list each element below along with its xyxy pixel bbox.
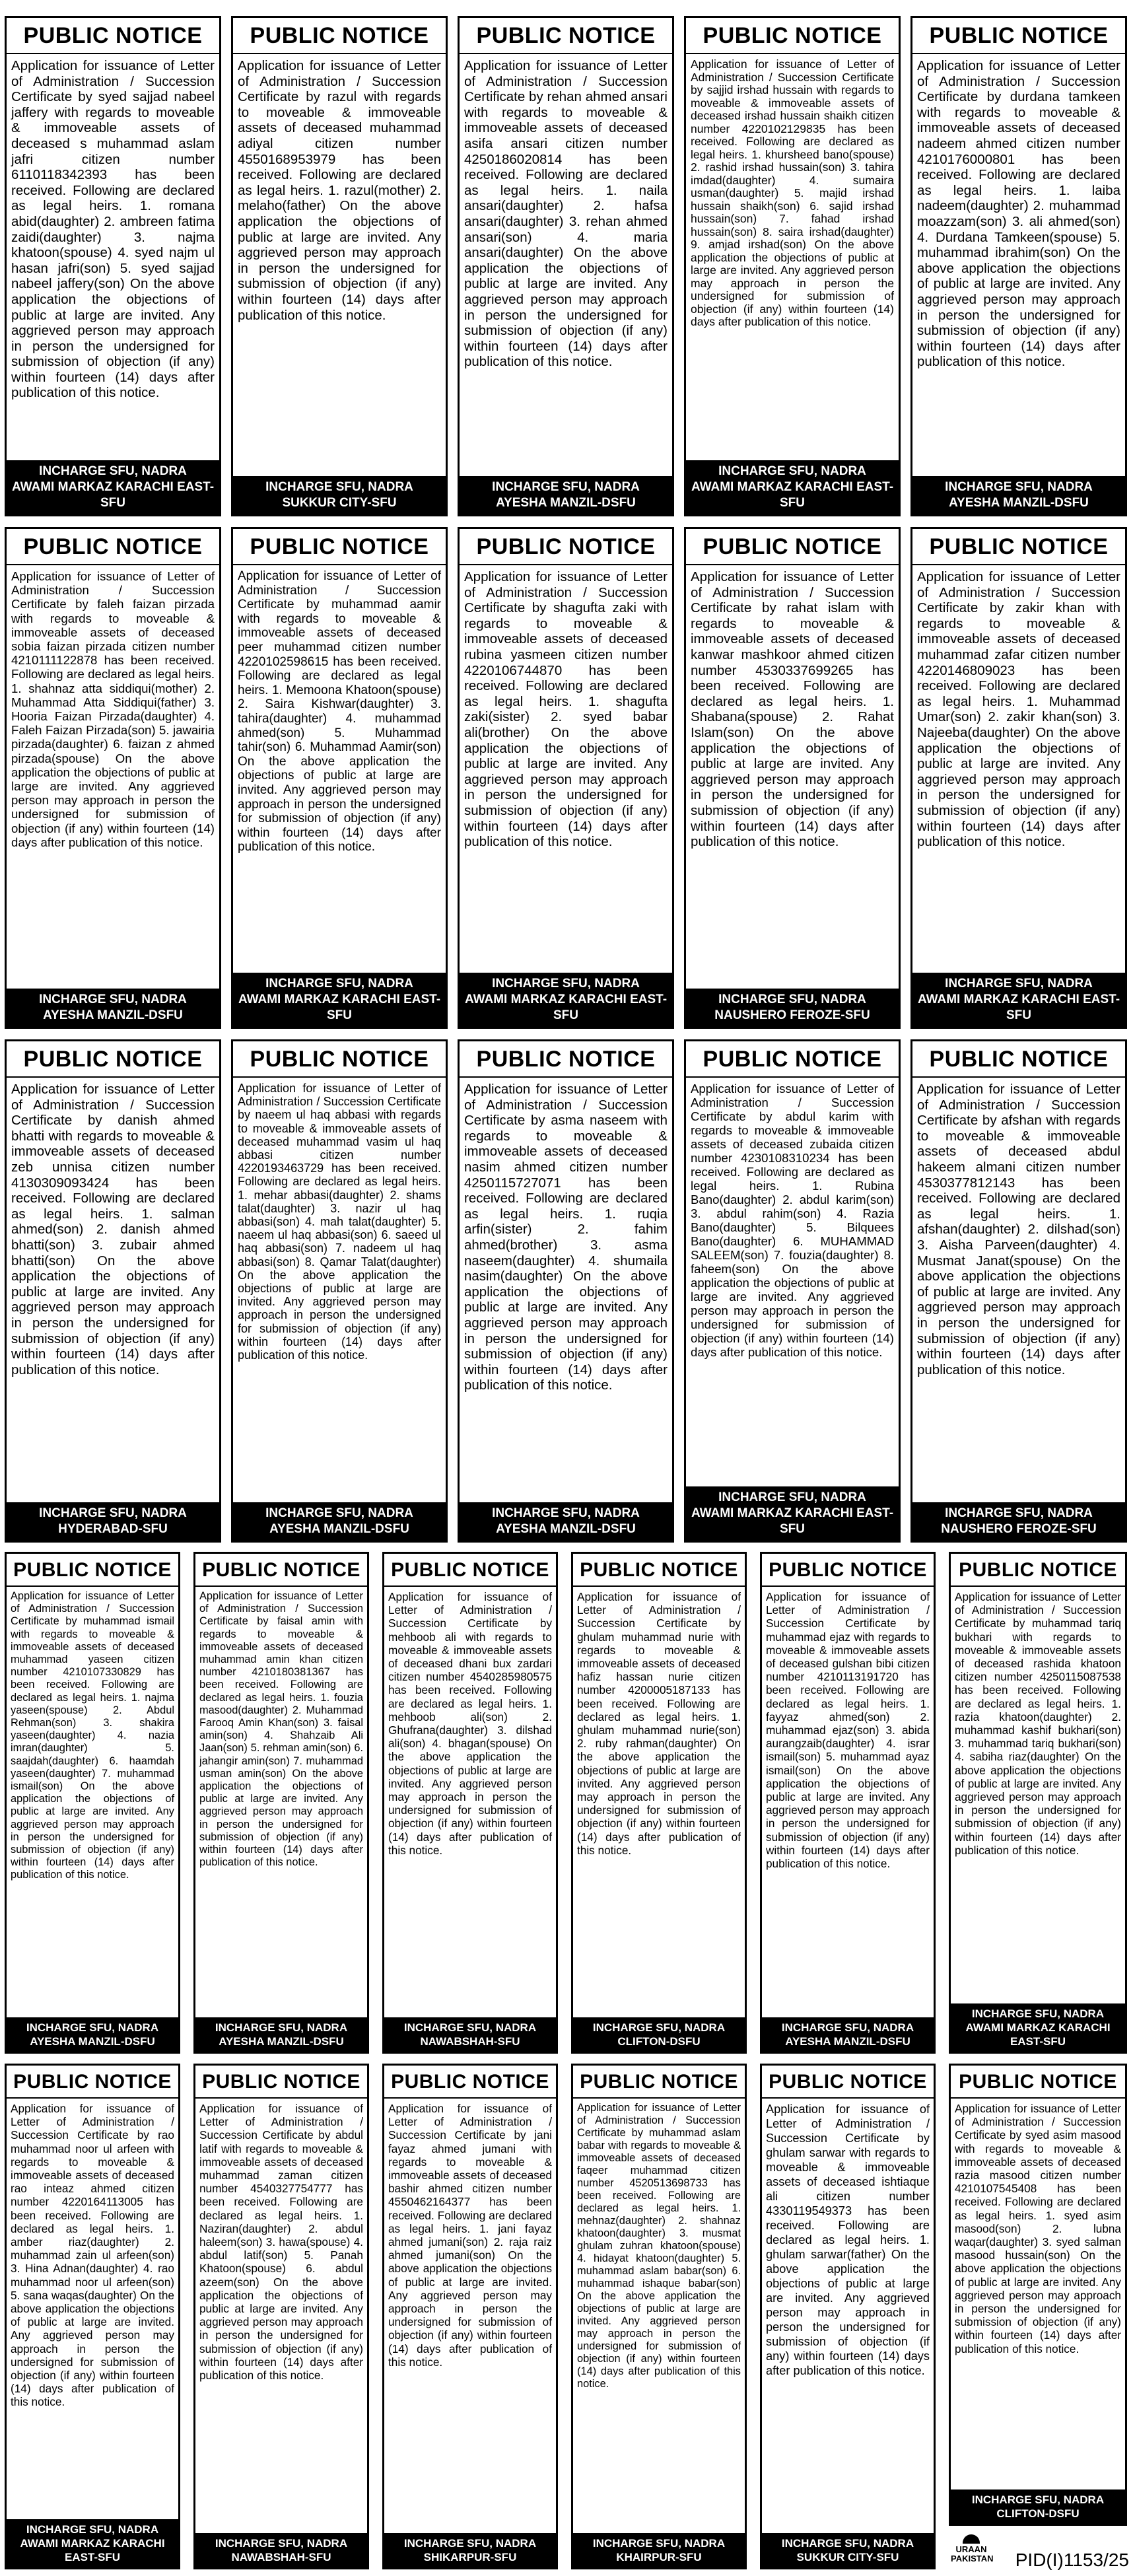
notice-body: Application for issuance of Letter of Administration / Succession Certificate by faleh faizan pirzada with regards to moveable & immoveable assets of deceased sobia faizan pirzada citizen number 4210111122878 has been received. Following are declared as legal heirs. 1. shahnaz atta siddiqui(mother) 2. Muhammad Atta Siddiqui(father) 3. Hooria Faizan Pirzada(daughter) 4. Faleh Faizan Pirzada(son) 5. jawairia pirzada(daughter) 6. faizan z ahmed pirzada(spouse) On the above application the objections of public at large are invited. Any aggrieved person may approach in person the undersigned for submission of objection (if any) within fourteen (14) days after publication of this notice. [11,569,215,849]
notice-title: PUBLIC NOTICE [460,1041,672,1078]
notice-body: Application for issuance of Letter of Administration / Succession Certificate by faisal amin with regards to moveable & immoveable assets of deceased muhammad amin khan citizen number 4210180381367 has been received. Following are declared as legal heirs. 1. fouzia masood(daughter) 2. Muhammad Farooq Amin Khan(son) 3. faisal amin(son) 4. Shahzaib Ali Jaan(son) 5. rehman amin(son) 6. jahangir amin(son) 7. muhammad usman amin(son) On the above application the objections of public at large are invited. Any aggrieved person may approach in person the undersigned for submission of objection (if any) within fourteen (14) days after publication of this notice. [199,1590,363,1869]
footer-office: INCHARGE SFU, NADRA [945,977,1093,991]
notice-title: PUBLIC NOTICE [912,18,1125,54]
public-notice-22 [5,2064,180,2569]
footer-office: INCHARGE SFU, NADRA [592,2021,726,2034]
footer-office: INCHARGE SFU, NADRA [26,2523,159,2536]
notice-body: Application for issuance of Letter of Administration / Succession Certificate by muhammad ejaz with regards to moveable & immoveable assets of deceased gulshan bibi citizen number 4210113191720 has been received. Following are declared as legal heirs. 1. fayyaz ahmed(son) 2. muhammad ejaz(son) 3. abida aurangzaib(daughter) 4. israr ismail(son) 5. muhammad ayaz ismail(son) On the above application the objections of public at large are invited. Any aggrieved person may approach in person the undersigned for submission of objection (if any) within fourteen (14) days after publication of this notice. [766,1590,930,1871]
footer-location: NAWABSHAH-SFU [231,2551,331,2563]
notice-body: Application for issuance of Letter of Administration / Succession Certificate by sajjid irshad hussain with regards to moveable & immoveable assets of deceased irshad hussain shaikh citizen number 4220102129835 has been received. Following are declared as legal heirs. 1. khursheed bano(spouse) 2. rashid irshad hussain(son) 3. tahira imdad(daughter) 4. sumaira usman(daughter) 5. majid irshad hussain shaikh(son) 6. sajid irshad hussain(son) 7. fahad irshad hussain(son) 8. saira irshad(daughter) 9. amjad irshad(son) On the above application the objections of public at large are invited. Any aggrieved person may approach in person the undersigned for submission of objection (if any) within fourteen (14) days after publication of this notice. [691,57,894,328]
footer-office: INCHARGE SFU, NADRA [39,464,187,478]
public-notice-10 [910,527,1127,1029]
footer-location: CLIFTON-DSFU [617,2035,701,2048]
notice-footer [912,1502,1125,1541]
notice-body: Application for issuance of Letter of Administration / Succession Certificate by durdana tamkeen with regards to moveable & immoveable assets of deceased nadeem ahmed citizen number 4210176000801 has been received. Following are declared as legal heirs. 1. laiba nadeem(daughter) 2. muhammad moazzam(son) 3. ali ahmed(son) 4. Durdana Tamkeen(spouse) 5. muhammad ibrahim(son) On the above application the objections of public at large are invited. Any aggrieved person may approach in person the undersigned for submission of objection (if any) within fourteen (14) days after publication of this notice. [917,58,1120,370]
notice-footer [7,2017,178,2052]
notice-body: Application for issuance of Letter of Administration / Succession Certificate by abdul karim with regards to moveable & immoveable assets of deceased zubaida citizen number 4230108310234 has been received. Following are declared as legal heirs. 1. Rubina Bano(daughter) 2. abdul karim(son) 3. abdul rahim(son) 4. Razia Bano(daughter) 5. Bilquees Bano(daughter) 6. MUHAMMAD SALEEM(son) 7. fouzia(daughter) 8. faheem(son) On the above application the objections of public at large are invited. Any aggrieved person may approach in person the undersigned for submission of objection (if any) within fourteen (14) days after publication of this notice. [691,1082,894,1359]
notice-body: Application for issuance of Letter of Administration / Succession Certificate by shagufta zaki with regards to moveable & immoveable assets of deceased rubina yasmeen citizen number 4220106744870 has been received. Following are declared as legal heirs. 1. shagufta zaki(sister) 2. syed babar ali(brother) On the above application the objections of public at large are invited. Any aggrieved person may approach in person the undersigned for submission of objection (if any) within fourteen (14) days after publication of this notice. [464,569,668,850]
footer-location: SUKKUR CITY-SFU [796,2551,899,2563]
footer-office: INCHARGE SFU, NADRA [215,2021,348,2034]
footer-location: AWAMI MARKAZ KARACHI EAST-SFU [11,480,215,510]
public-notice-2 [231,16,448,516]
notice-title: PUBLIC NOTICE [7,1041,219,1078]
notice-footer [195,2017,367,2052]
notice-title: PUBLIC NOTICE [195,1554,367,1587]
notice-title: PUBLIC NOTICE [573,2066,745,2099]
public-notice-16 [5,1552,180,2054]
notice-footer [460,1502,672,1541]
notice-footer [7,2519,178,2567]
footer-office: INCHARGE SFU, NADRA [265,480,413,494]
notice-footer [912,476,1125,514]
public-notice-24 [382,2064,558,2569]
notice-footer [195,2533,367,2567]
notice-body: Application for issuance of Letter of Administration / Succession Certificate by zakir khan with regards to moveable & immoveable assets of deceased muhammad zafar citizen number 4220146809023 has been received. Following are declared as legal heirs. 1. Muhammad Umar(son) 2. zakir khan(son) 3. Najeeba(daughter) On the above application the objections of public at large are invited. Any aggrieved person may approach in person the undersigned for submission of objection (if any) within fourteen (14) days after publication of this notice. [917,569,1120,850]
logo-mark-icon [963,2534,980,2544]
notice-body: Application for issuance of Letter of Administration / Succession Certificate by ghulam muhammad nurie with regards to moveable & immoveable assets of deceased hafiz hassan nurie citizen number 4200005187133 has been received. Following are declared as legal heirs. 1. ghulam muhammad nurie(son) 2. ruby rahman(daughter) On the above application the objections of public at large are invited. Any aggrieved person may approach in person the undersigned for submission of objection (if any) within fourteen (14) days after publication of this notice. [577,1590,741,1857]
footer-office: INCHARGE SFU, NADRA [971,2007,1105,2020]
footer-office: INCHARGE SFU, NADRA [492,480,640,494]
footer-office: INCHARGE SFU, NADRA [265,977,413,991]
public-notice-15 [910,1039,1127,1543]
notice-footer [460,476,672,514]
notice-footer [460,973,672,1027]
notice-body: Application for issuance of Letter of Administration / Succession Certificate by ghulam sarwar with regards to moveable & immoveable assets of deceased ishtiaque ali citizen number 4330119549373 has been received. Following are declared as legal heirs. 1. ghulam sarwar(father) On the above application the objections of public at large are invited. Any aggrieved person may approach in person the undersigned for submission of objection (if any) within fourteen (14) days after publication of this notice. [766,2103,930,2377]
footer-office: INCHARGE SFU, NADRA [26,2021,159,2034]
notice-footer [762,2533,934,2567]
notice-title: PUBLIC NOTICE [384,2066,556,2099]
notice-body: Application for issuance of Letter of Administration / Succession Certificate by muhammad aslam babar with regards to moveable & immoveable assets of deceased faqeer muhammad citizen number 4520513698733 has been received. Following are declared as legal heirs. 1. mehnaz(daughter) 2. shahnaz khatoon(daughter) 3. musmat ghulam zuhran khatoon(spouse) 4. hidayat khatoon(daughter) 5. muhammad aslam babar(son) 6. muhammad ishaque babar(son) On the above application the objections of public at large are invited. Any aggrieved person may approach in person the undersigned for submission of objection (if any) within fourteen (14) days after publication of this notice. [577,2102,741,2390]
footer-location: NAUSHERO FEROZE-SFU [941,1522,1097,1536]
public-notice-3 [458,16,674,516]
public-notice-5 [910,16,1127,516]
footer-office: INCHARGE SFU, NADRA [492,977,640,991]
public-notice-23 [193,2064,369,2569]
logo-line-2: PAKISTAN [951,2554,994,2563]
notice-title: PUBLIC NOTICE [686,1041,899,1078]
notice-footer [686,989,899,1027]
notice-title: PUBLIC NOTICE [951,1554,1125,1587]
footer-location: AYESHA MANZIL-DSFU [949,496,1089,510]
footer-location: AYESHA MANZIL-DSFU [496,496,636,510]
public-notice-7 [231,527,448,1029]
notice-footer [686,1486,899,1541]
notice-footer [912,973,1125,1027]
footer-office: INCHARGE SFU, NADRA [971,2493,1105,2506]
notice-body: Application for issuance of Letter of Administration / Succession Certificate by syed asim masood with regards to moveable & immoveable assets of deceased razia masood citizen number 4210107545408 has been received. Following are declared as legal heirs. 1. syed asim masood(son) 2. lubna waqar(daughter) 3. syed salman masood hussain(son) On the above application the objections of public at large are invited. Any aggrieved person may approach in person the undersigned for submission of objection (if any) within fourteen (14) days after publication of this notice. [955,2102,1121,2355]
notice-body: Application for issuance of Letter of Administration / Succession Certificate by danish ahmed bhatti with regards to moveable & immoveable assets of deceased zeb unnisa citizen number 4130309093424 has been received. Following are declared as legal heirs. 1. salman ahmed(son) 2. danish ahmed bhatti(son) 3. zubair ahmed bhatti(son) On the above application the objections of public at large are invited. Any aggrieved person may approach in person the undersigned for submission of objection (if any) within fourteen (14) days after publication of this notice. [11,1082,215,1377]
public-notice-11 [5,1039,221,1543]
notice-title: PUBLIC NOTICE [686,18,899,54]
footer-location: AYESHA MANZIL-DSFU [43,1008,183,1022]
notice-body: Application for issuance of Letter of Administration / Succession Certificate by muhammad ismail with regards to moveable & immoveable assets of deceased muhammad yaseen citizen number 4210107330829 has been received. Following are declared as legal heirs. 1. najma yaseen(spouse) 2. Abdul Rehman(son) 3. shakira yaseen(daughter) 4. nazia imran(daughter) 5. saajdah(daughter) 6. haamdah yaseen(daughter) 7. muhammad ismail(son) On the above application the objections of public at large are invited. Any aggrieved person may approach in person the undersigned for submission of objection (if any) within fourteen (14) days after publication of this notice. [11,1590,174,1881]
notice-footer [384,2017,556,2052]
public-notice-4 [684,16,901,516]
notice-title: PUBLIC NOTICE [384,1554,556,1587]
footer-office: INCHARGE SFU, NADRA [781,2021,914,2034]
public-notice-12 [231,1039,448,1543]
notice-footer [7,989,219,1027]
footer-location: AYESHA MANZIL-DSFU [269,1522,409,1536]
public-notice-1 [5,16,221,516]
notice-footer [233,476,446,514]
footer-office: INCHARGE SFU, NADRA [945,480,1093,494]
notice-footer [762,2017,934,2052]
notice-footer [686,460,899,514]
notice-body: Application for issuance of Letter of Administration / Succession Certificate by asma naseem with regards to moveable & immoveable assets of deceased nasim ahmed citizen number 4250115727071 has been received. Following are declared as legal heirs. 1. ruqia arfin(sister) 2. fahim ahmed(brother) 3. asma naseem(daughter) 4. shumaila nasim(daughter) On the above application the objections of public at large are invited. Any aggrieved person may approach in person the undersigned for submission of objection (if any) within fourteen (14) days after publication of this notice. [464,1082,668,1393]
notice-footer [233,1502,446,1541]
footer-office: INCHARGE SFU, NADRA [592,2537,726,2550]
public-notice-19 [571,1552,747,2054]
notice-title: PUBLIC NOTICE [912,529,1125,565]
footer-location: CLIFTON-DSFU [996,2507,1080,2520]
footer-location: AWAMI MARKAZ KARACHI EAST-SFU [20,2537,165,2563]
footer-office: INCHARGE SFU, NADRA [718,992,866,1006]
footer-office: INCHARGE SFU, NADRA [945,1506,1093,1520]
logo-line-1: URAAN [955,2544,987,2554]
public-notice-18 [382,1552,558,2054]
footer-office: INCHARGE SFU, NADRA [718,464,866,478]
public-notice-9 [684,527,901,1029]
notice-footer [573,2017,745,2052]
public-notice-8 [458,527,674,1029]
footer-location: AWAMI MARKAZ KARACHI EAST-SFU [691,480,894,510]
notice-title: PUBLIC NOTICE [233,1041,446,1078]
notice-footer [384,2533,556,2567]
notice-body: Application for issuance of Letter of Administration / Succession Certificate by muhammad tariq bukhari with regards to moveable & immoveable assets of deceased rashida khatoon citizen number 4250115087538 has been received. Following are declared as legal heirs. 1. razia khatoon(daughter) 2. muhammad kashif bukhari(son) 3. muhammad tariq bukhari(son) 4. sabiha riaz(daughter) On the above application the objections of public at large are invited. Any aggrieved person may approach in person the undersigned for submission of objection (if any) within fourteen (14) days after publication of this notice. [955,1590,1121,1857]
footer-office: INCHARGE SFU, NADRA [492,1506,640,1520]
notice-footer [951,2003,1125,2052]
notice-body: Application for issuance of Letter of Administration / Succession Certificate by razul with regards to moveable & immoveable assets of deceased muhammad adiyal citizen number 4550168953979 has been received. Following are declared as legal heirs. 1. razul(mother) 2. melaho(father) On the above application the objections of public at large are invited. Any aggrieved person may approach in person the undersigned for submission of objection (if any) within fourteen (14) days after publication of this notice. [238,58,441,323]
pid-number: PID(I)1153/25 [1015,2550,1129,2570]
notice-title: PUBLIC NOTICE [573,1554,745,1587]
notice-body: Application for issuance of Letter of Administration / Succession Certificate by muhammad aamir with regards to moveable & immoveable assets of deceased peer muhammad citizen number 4220102598615 has been received. Following are declared as legal heirs. 1. Memoona Khatoon(spouse) 2. Saira Kishwar(daughter) 3. tahira(daughter) 4. muhammad ahmed(son) 5. Muhammad tahir(son) 6. Muhammad Aamir(son) On the above application the objections of public at large are invited. Any aggrieved person may approach in person the undersigned for submission of objection (if any) within fourteen (14) days after publication of this notice. [238,569,441,854]
notice-body: Application for issuance of Letter of Administration / Succession Certificate by jani fayaz ahmed jumani with regards to moveable & immoveable assets of deceased bashir ahmed citizen number 4550462164377 has been received. Following are declared as legal heirs. 1. jani fayaz ahmed jumani(son) 2. raja raiz ahmed jumani(son) On the above application the objections of public at large are invited. Any aggrieved person may approach in person the undersigned for submission of objection (if any) within fourteen (14) days after publication of this notice. [388,2102,552,2369]
notice-title: PUBLIC NOTICE [7,18,219,54]
footer-location: AYESHA MANZIL-DSFU [30,2035,155,2048]
public-notice-27 [949,2064,1127,2526]
public-notice-17 [193,1552,369,2054]
public-notice-13 [458,1039,674,1543]
notice-title: PUBLIC NOTICE [7,2066,178,2099]
notice-title: PUBLIC NOTICE [233,529,446,565]
footer-location: AWAMI MARKAZ KARACHI EAST-SFU [917,992,1120,1022]
footer-office: INCHARGE SFU, NADRA [215,2537,348,2550]
public-notice-6 [5,527,221,1029]
notice-footer [233,973,446,1027]
footer-office: INCHARGE SFU, NADRA [403,2537,537,2550]
public-notice-21 [949,1552,1127,2054]
footer-office: INCHARGE SFU, NADRA [403,2021,537,2034]
footer-location: AYESHA MANZIL-DSFU [785,2035,910,2048]
uraan-pakistan-logo [951,2534,992,2571]
footer-location: AYESHA MANZIL-DSFU [496,1522,636,1536]
notice-body: Application for issuance of Letter of Administration / Succession Certificate by syed sajjad nabeel jaffery with regards to moveable & immoveable assets of deceased s muhammad aslam jafri citizen number 6110118342393 has been received. Following are declared as legal heirs. 1. romana abid(daughter) 2. ambreen fatima zaidi(daughter) 3. najma khatoon(spouse) 4. syed najm ul hasan jafri(son) 5. syed sajjad nabeel jaffery(son) On the above application the objections of public at large are invited. Any aggrieved person may approach in person the undersigned for submission of objection (if any) within fourteen (14) days after publication of this notice. [11,58,215,401]
footer-office: INCHARGE SFU, NADRA [265,1506,413,1520]
footer-office: INCHARGE SFU, NADRA [39,992,187,1006]
notice-title: PUBLIC NOTICE [686,529,899,565]
footer-location: AWAMI MARKAZ KARACHI EAST-SFU [238,992,441,1022]
notice-body: Application for issuance of Letter of Administration / Succession Certificate by rehan ahmed ansari with regards to moveable & immoveable assets of deceased asifa ansari citizen number 4250186020814 has been received. Following are declared as legal heirs. 1. naila ansari(daughter) 2. hafsa ansari(daughter) 3. rehan ahmed ansari(son) 4. maria ansari(daughter) On the above application the objections of public at large are invited. Any aggrieved person may approach in person the undersigned for submission of objection (if any) within fourteen (14) days after publication of this notice. [464,58,668,370]
footer-location: HYDERABAD-SFU [58,1522,168,1536]
footer-office: INCHARGE SFU, NADRA [39,1506,187,1520]
notice-title: PUBLIC NOTICE [7,529,219,565]
notice-title: PUBLIC NOTICE [762,2066,934,2099]
notice-footer [7,460,219,514]
notice-body: Application for issuance of Letter of Administration / Succession Certificate by mehboob ali with regards to moveable & immoveable assets of deceased dhani bux zardari citizen number 4540285980575 has been received. Following are declared as legal heirs. 1. mehboob ali(son) 2. Ghufrana(daughter) 3. dilshad ali(son) 4. bhagan(spouse) On the above application the objections of public at large are invited. Any aggrieved person may approach in person the undersigned for submission of objection (if any) within fourteen (14) days after publication of this notice. [388,1590,552,1857]
footer-location: AYESHA MANZIL-DSFU [219,2035,344,2048]
footer-location: NAWABSHAH-SFU [420,2035,520,2048]
notice-title: PUBLIC NOTICE [7,1554,178,1587]
footer-office: INCHARGE SFU, NADRA [781,2537,914,2550]
notice-title: PUBLIC NOTICE [195,2066,367,2099]
footer-location: SHIKARPUR-SFU [423,2551,517,2563]
public-notice-26 [760,2064,936,2569]
footer-office: INCHARGE SFU, NADRA [718,1490,866,1504]
footer-location: KHAIRPUR-SFU [616,2551,702,2563]
notice-body: Application for issuance of Letter of Administration / Succession Certificate by rao muhammad noor ul arfeen with regards to moveable & immoveable assets of deceased rao inteaz ahmed citizen number 4220164113005 has been received. Following are declared as legal heirs. 1. amber riaz(daughter) 2. muhammad zain ul arfeen(son) 3. Hina Adnan(daughter) 4. rao muhammad noor ul arfeen(son) 5. sana waqas(daughter) On the above application the objections of public at large are invited. Any aggrieved person may approach in person the undersigned for submission of objection (if any) within fourteen (14) days after publication of this notice. [11,2102,174,2409]
public-notice-25 [571,2064,747,2569]
footer-location: SUKKUR CITY-SFU [282,496,397,510]
notice-title: PUBLIC NOTICE [460,18,672,54]
notice-body: Application for issuance of Letter of Administration / Succession Certificate by rahat islam with regards to moveable & immoveable assets of deceased kanwar mashkoor ahmed citizen number 4530337699265 has been received. Following are declared as legal heirs. 1. Shabana(spouse) 2. Rahat Islam(son) On the above application the objections of public at large are invited. Any aggrieved person may approach in person the undersigned for submission of objection (if any) within fourteen (14) days after publication of this notice. [691,569,894,850]
notice-body: Application for issuance of Letter of Administration / Succession Certificate by naeem ul haq abbasi with regards to moveable & immoveable assets of deceased muhammad vasim ul haq abbasi citizen number 4220193463729 has been received. Following are declared as legal heirs. 1. mehar abbasi(daughter) 2. shams talat(daughter) 3. nazir ul haq abbasi(son) 4. mah talat(daughter) 5. naeem ul haq abbasi(son) 6. saeed ul haq abbasi(son) 7. nadeem ul haq abbasi(son) 8. Qamar Talat(daughter) On the above application the objections of public at large are invited. Any aggrieved person may approach in person the undersigned for submission of objection (if any) within fourteen (14) days after publication of this notice. [238,1082,441,1362]
notice-footer [951,2489,1125,2524]
notice-title: PUBLIC NOTICE [460,529,672,565]
public-notice-20 [760,1552,936,2054]
notice-footer [7,1502,219,1541]
public-notice-14 [684,1039,901,1543]
notice-body: Application for issuance of Letter of Administration / Succession Certificate by abdul latif with regards to moveable & immoveable assets of deceased muhammad zaman citizen number 4540327754777 has been received. Following are declared as legal heirs. 1. Naziran(daughter) 2. abdul haleem(son) 3. hawa(spouse) 4. abdul latif(son) 5. Panah Khatoon(spouse) 6. abdul azeem(son) On the above application the objections of public at large are invited. Any aggrieved person may approach in person the undersigned for submission of objection (if any) within fourteen (14) days after publication of this notice. [199,2102,363,2383]
footer-location: AWAMI MARKAZ KARACHI EAST-SFU [464,992,668,1022]
footer-location: AWAMI MARKAZ KARACHI EAST-SFU [965,2021,1111,2048]
notice-title: PUBLIC NOTICE [762,1554,934,1587]
notice-title: PUBLIC NOTICE [233,18,446,54]
notice-title: PUBLIC NOTICE [951,2066,1125,2099]
notice-title: PUBLIC NOTICE [912,1041,1125,1078]
notice-footer [573,2533,745,2567]
footer-location: NAUSHERO FEROZE-SFU [714,1008,870,1022]
footer-location: AWAMI MARKAZ KARACHI EAST-SFU [691,1506,894,1536]
notice-body: Application for issuance of Letter of Administration / Succession Certificate by afshan with regards to moveable & immoveable assets of deceased abdul hakeem almani citizen number 4530377812143 has been received. Following are declared as legal heirs. 1. afshan(daughter) 2. dilshad(son) 3. Aisha Parveen(daughter) 4. Musmat Janat(spouse) On the above application the objections of public at large are invited. Any aggrieved person may approach in person the undersigned for submission of objection (if any) within fourteen (14) days after publication of this notice. [917,1082,1120,1377]
